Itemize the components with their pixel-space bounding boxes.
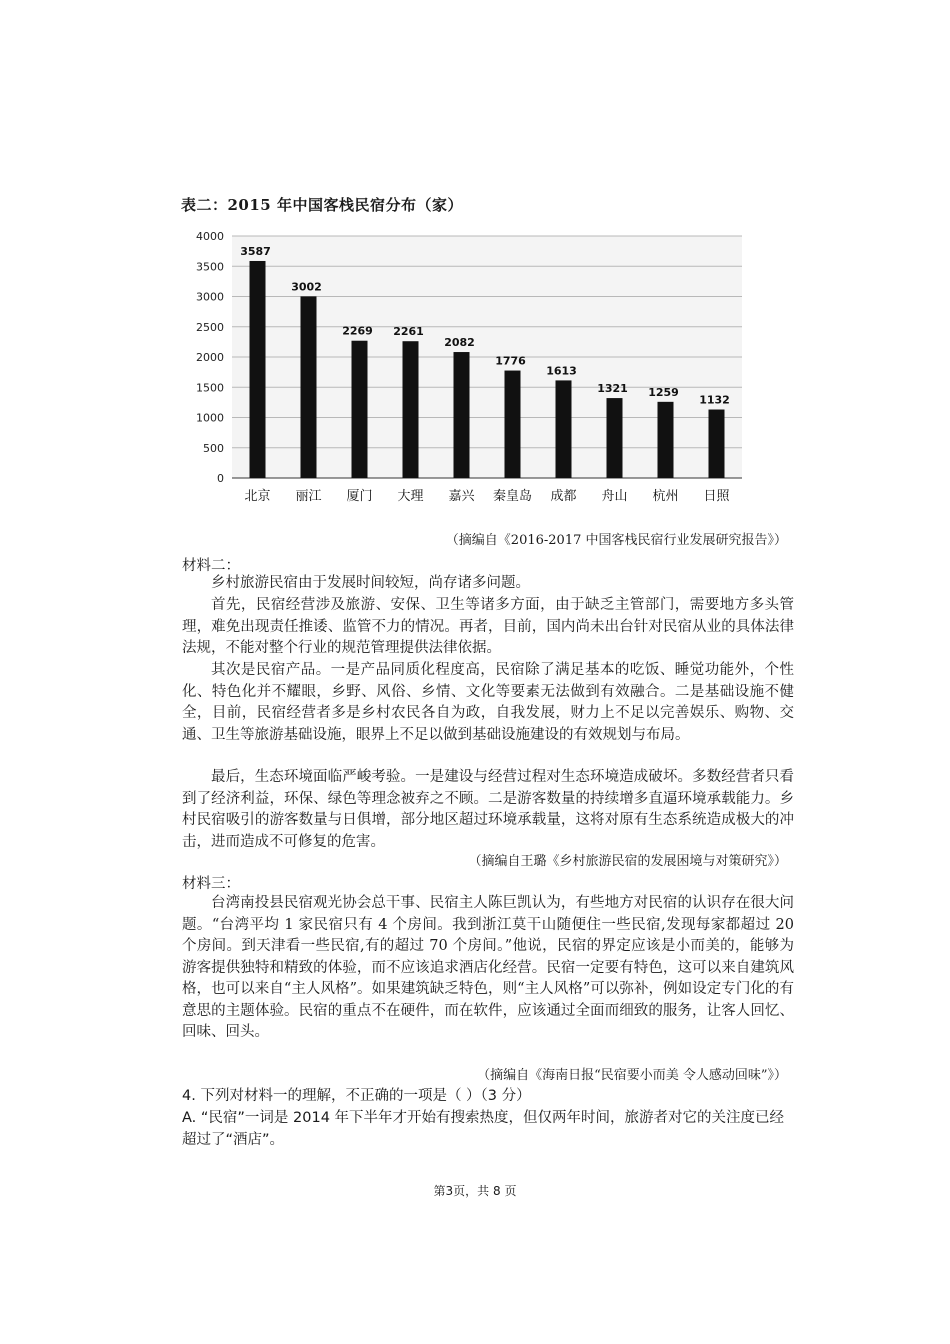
x-tick-label: 舟山 [601,489,628,504]
data-label: 1613 [546,364,577,378]
x-tick-label: 日照 [703,489,730,504]
y-tick-label: 500 [203,441,224,455]
data-label: 1132 [699,393,730,407]
material-2-paragraph-4: 最后，生态环境面临严峻考验。一是建设与经营过程对生态环境造成破坏。多数经营者只看到了经济利益，环保、绿色等理念被弃之不顾。二是游客数量的持续增多直逼环境承载能力。乡村民宿吸引的游客数量与日俱增，部分地区超过环境承载量，这将对原有生态系统造成极大的冲击，进而造成不可修复的危害。 [182,769,794,850]
bar [505,371,521,478]
source-citation-1: （摘编自《2016-2017 中国客栈民宿行业发展研究报告》） [445,533,787,548]
x-tick-label: 嘉兴 [448,489,475,504]
question-4-option-a: A. “民宿”一词是 2014 年下半年才开始有搜索热度，但仅两年时间，旅游者对它的关注度已经超过了“酒店”。 [182,1110,785,1148]
source-citation-2: （摘编自王璐《乡村旅游民宿的发展困境与对策研究》） [468,854,787,869]
chart-title: 表二：2015 年中国客栈民宿分布（家） [181,196,463,214]
material-2-heading: 材料二： [182,558,240,574]
x-tick-label: 杭州 [652,489,679,504]
y-tick-label: 2000 [196,351,224,364]
material-3-heading: 材料三： [182,876,240,892]
material-2-paragraph-1: 乡村旅游民宿由于发展时间较短，尚存诸多问题。 [211,575,530,591]
x-tick-label: 秦皇岛 [492,489,533,504]
data-label: 1776 [495,354,526,368]
y-tick-label: 3000 [196,290,224,304]
page-number: 第3页，共 8 页 [433,1184,517,1198]
bar [556,380,572,478]
x-tick-label: 北京 [244,489,271,504]
data-label: 2269 [342,324,373,338]
material-2-paragraph-3: 其次是民宿产品。一是产品同质化程度高，民宿除了满足基本的吃饭、睡觉功能外，个性化、特色化并不耀眼，乡野、风俗、乡情、文化等要素无法做到有效融合。二是基础设施不健全，目前，民宿经营者多是乡村农民各自为政，自我发展，财力上不足以完善娱乐、购物、交通、卫生等旅游基础设施，眼界上不足以做到基础设施建设的有效规划与布局。 [182,662,794,743]
y-tick-label: 0 [217,472,224,485]
y-tick-label: 4000 [196,230,224,243]
bar [454,352,470,478]
bar-chart [170,222,750,512]
source-citation-3: （摘编自《海南日报“民宿要小而美 令人感动回味”》） [477,1068,787,1083]
y-tick-label: 1500 [196,381,224,395]
bar [709,410,725,478]
bar [658,402,674,478]
data-label: 2082 [444,336,475,350]
x-tick-label: 丽江 [295,489,322,504]
bar [403,341,419,478]
data-label: 1259 [648,385,679,399]
question-4-stem: 4. 下列对材料一的理解，不正确的一项是（ ）（3 分） [182,1088,531,1104]
data-label: 1321 [597,382,628,396]
y-tick-label: 1000 [196,411,224,425]
y-tick-label: 3500 [196,260,224,274]
material-3-paragraph: 台湾南投县民宿观光协会总干事、民宿主人陈巨凯认为，有些地方对民宿的认识存在很大问题。“台湾平均 1 家民宿只有 4 个房间。我到浙江莫干山随便住一些民宿,发现每家都超过 20 个房间。到天津看一些民宿,有的超过 70 个房间。”他说，民宿的界定应该是小而美的，能够为游客提供独特和精致的体验，而不应该追求酒店化经营。民宿一定要有特色，这可以来自建筑风格，也可以来自“主人风格”。如果建筑缺乏特色，则“主人风格”可以弥补，例如设定专门化的有意思的主题体验。民宿的重点不在硬件，而在软件，应该通过全面而细致的服务，让客人回忆、回味、回头。 [182,895,794,1040]
material-2-paragraph-2: 首先，民宿经营涉及旅游、安保、卫生等诸多方面，由于缺乏主管部门，需要地方多头管理，难免出现责任推诿、监管不力的情况。再者，目前，国内尚未出台针对民宿从业的具体法律法规，不能对整个行业的规范管理提供法律依据。 [182,597,794,656]
y-tick-label: 2500 [196,320,224,334]
x-tick-label: 成都 [550,489,577,504]
data-label: 2261 [393,325,424,339]
bar [352,341,368,478]
bar [607,398,623,478]
data-label: 3002 [291,280,322,294]
bar [301,296,317,478]
data-label: 3587 [240,244,271,258]
bar [250,261,266,478]
x-tick-label: 大理 [397,489,424,504]
x-tick-label: 厦门 [346,489,373,504]
